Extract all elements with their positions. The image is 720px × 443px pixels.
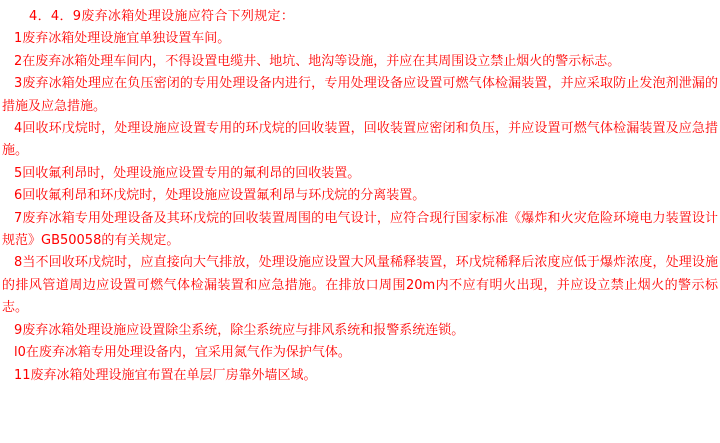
clause-item-11: 11废弃冰箱处理设施宜布置在单层厂房靠外墙区域。 — [14, 367, 317, 383]
clause-item-8: 8当不回收环戊烷时，应直接向大气排放，处理设施应设置大风量稀释装置，环戊烷稀释后浓度应低于爆炸浓度，处理设施的排风管道周边应设置可燃气体检漏装置和应急措施。在排放口周围20m内不应有明火出现，并应设立禁止烟火的警示标志。 — [2, 255, 718, 316]
clause-item-3: 3废弃冰箱处理应在负压密闭的专用处理设备内进行，专用处理设备应设置可燃气体检漏装置，并应采取防止发泡剂泄漏的措施及应急措施。 — [2, 76, 718, 114]
document-body — [0, 6, 720, 387]
clause-item-5: 5回收氟利昂时，处理设施应设置专用的氟利昂的回收装置。 — [14, 165, 361, 181]
clause-item-7: 7废弃冰箱专用处理设备及其环戊烷的回收装置周围的电气设计，应符合现行国家标准《爆炸和火灾危险环境电力装置设计规范》GB50058的有关规定。 — [2, 210, 718, 249]
clause-item-10: l0在废弃冰箱专用处理设备内，宜采用氮气作为保护气体。 — [14, 345, 351, 361]
clause-item-1: 1废弃冰箱处理设施宜单独设置车间。 — [14, 31, 231, 47]
clause-item-6: 6回收氟利昂和环戊烷时，处理设施应设置氟利昂与环戊烷的分离装置。 — [14, 188, 426, 204]
clause-item-4: 4回收环戊烷时，处理设施应设置专用的环戊烷的回收装置，回收装置应密闭和负压，并应设置可燃气体检漏装置及应急措施。 — [2, 121, 718, 159]
clause-item-2: 2在废弃冰箱处理车间内，不得设置电缆井、地坑、地沟等设施，并应在其周围设立禁止烟火的警示标志。 — [14, 53, 621, 69]
clause-item-9: 9废弃冰箱处理设施应设置除尘系统，除尘系统应与排风系统和报警系统连锁。 — [14, 322, 465, 338]
section-heading: 4．4．9废弃冰箱处理设施应符合下列规定： — [29, 9, 295, 24]
